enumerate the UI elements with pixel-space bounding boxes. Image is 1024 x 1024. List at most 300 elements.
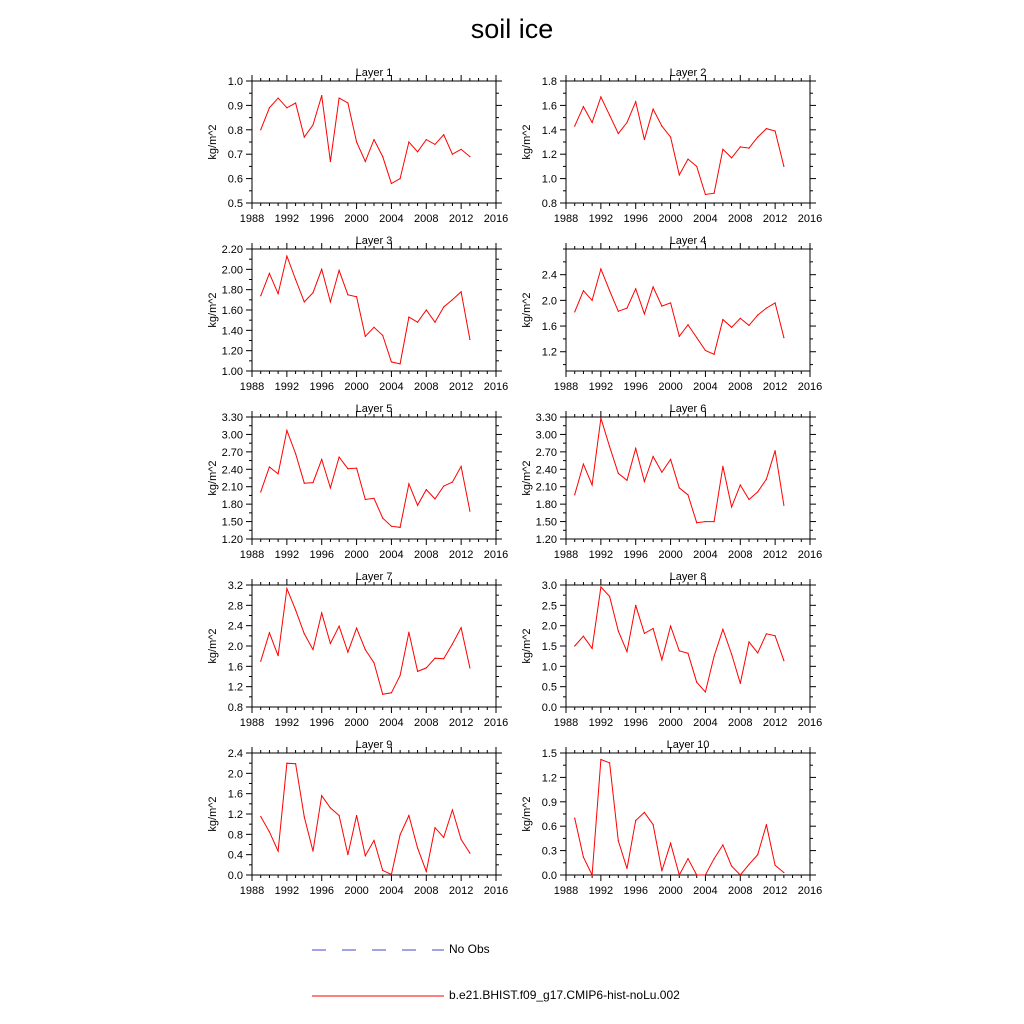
panel-7-title: Layer 7 [355,571,393,583]
panel-8-ylabel: kg/m^2 [521,628,533,664]
panel-4-data-point [722,319,723,320]
panel-3-data-point [469,339,470,340]
panel-2-data-point [653,108,654,109]
panel-4-frame [566,249,810,371]
panel-9-data-point [295,763,296,764]
panel-5-data-point [417,505,418,506]
panel-4-series-line [575,269,784,354]
panel-9-data-point [278,851,279,852]
panel-6-data-point [748,499,749,500]
panel-6-xtick-label: 1996 [623,549,648,561]
panel-4-data-point [740,318,741,319]
panel-5-xtick-label: 2016 [483,549,509,561]
panel-10-data-point [687,858,688,859]
panel-6-data-point [714,521,715,522]
panel-6-xtick-label: 2000 [658,549,683,561]
panel-1-ylabel: kg/m^2 [207,124,219,160]
panel-9-data-point [426,871,427,872]
panel-5-data-point [400,527,401,528]
panel-9-data-point [434,827,435,828]
panel-6-series-line [575,418,784,523]
panel-5-data-point [461,466,462,467]
panel-7-xtick-label: 2000 [344,717,369,729]
panel-6-data-point [618,473,619,474]
panel-8-data-point [618,630,619,631]
panel-9-data-point [339,815,340,816]
panel-2-series-line [575,97,784,195]
panel-5-data-point [330,487,331,488]
panel-9-data-point [356,815,357,816]
panel-1-data-point [408,141,409,142]
panel-9-xtick-label: 1992 [274,885,300,897]
panel-4-data-point [670,302,671,303]
panel-2-ytick-label: 1.2 [541,149,557,162]
panel-5-data-point [382,517,383,518]
panel-4-data-point [687,324,688,325]
panel-1-xtick-label: 1996 [309,213,334,225]
figure-title: soil ice [470,14,554,44]
panel-9-data-point [269,831,270,832]
panel-9-ytick-label: 1.2 [227,809,243,821]
panel-9-data-point [400,834,401,835]
panel-4-data-point [714,354,715,355]
panel-3-data-point [304,301,305,302]
panel-3-ytick-label: 1.00 [221,366,243,378]
panel-6-data-point [679,487,680,488]
panel-3-data-point [286,256,287,257]
panel-4-xtick-label: 2004 [693,381,718,393]
panel-5-data-point [339,456,340,457]
legend-obs-label: No Obs [449,942,490,956]
panel-1-ytick-label: 0.6 [227,173,243,186]
panel-9-data-point [286,763,287,764]
panel-10-data-point [722,844,723,845]
panel-5-data-point [312,482,313,483]
panel-4-xtick-label: 2016 [797,381,823,393]
panel-3-data-point [356,296,357,297]
panel-5-data-point [260,491,261,492]
panel-3-ytick-label: 1.20 [221,345,243,358]
panel-6-xtick-label: 2008 [728,549,753,561]
panel-3-data-point [269,273,270,274]
panel-4-data-point [600,268,601,269]
panel-8-title: Layer 8 [669,571,707,583]
panel-2-data-point [618,133,619,134]
panel-7-series-line [261,589,470,695]
panel-10-xtick-label: 2004 [693,885,718,897]
panel-7-data-point [373,662,374,663]
panel-8-xtick-label: 1996 [623,717,648,729]
panel-10-data-point [740,874,741,875]
panel-3-data-point [417,322,418,323]
panel-10-data-point [644,812,645,813]
panel-9-xtick-label: 1988 [239,885,265,897]
panel-7-data-point [269,632,270,633]
panel-2-ytick-label: 1.6 [541,100,557,113]
panel-4-title: Layer 4 [669,235,707,247]
panel-5-data-point [269,466,270,467]
panel-7-data-point [443,658,444,659]
panel-3-data-point [312,292,313,293]
panel-3-title: Layer 3 [355,235,393,247]
panel-1-data-point [260,129,261,130]
panel-7-data-point [408,632,409,633]
panel-2-data-point [600,96,601,97]
panel-2-data-point [661,126,662,127]
panel-7-data-point [278,655,279,656]
panel-1-ytick-label: 0.8 [227,124,243,137]
panel-4-data-point [635,288,636,289]
panel-7-data-point [365,649,366,650]
panel-2-data-point [609,115,610,116]
panel-4-xtick-label: 2012 [762,381,788,393]
panel-7-data-point [391,692,392,693]
panel-5-data-point [347,468,348,469]
panel-6-data-point [766,479,767,480]
panel-4-data-point [705,350,706,351]
legend-model-label: b.e21.BHIST.f09_g17.CMIP6-hist-noLu.002 [449,988,680,1002]
panel-3-data-point [295,279,296,280]
panel-4-ytick-label: 2.0 [541,295,557,308]
panel-8-ytick-label: 0.0 [541,702,557,714]
panel-9-ytick-label: 2.4 [227,748,243,760]
panel-6-data-point [626,480,627,481]
panel-1-data-point [312,124,313,125]
panel-3-data-point [452,299,453,300]
panel-7-data-point [469,667,470,668]
panel-10-data-point [653,824,654,825]
panel-7-data-point [426,667,427,668]
panel-2-xtick-label: 1996 [623,213,648,225]
panel-9-data-point [461,839,462,840]
panel-1-xtick-label: 1988 [239,213,265,225]
panel-6-data-point [731,506,732,507]
panel-10-data-point [609,762,610,763]
panel-8-data-point [748,641,749,642]
panel-9-xtick-label: 1996 [309,885,334,897]
panel-1-title: Layer 1 [355,67,393,79]
panel-1-ytick-label: 0.7 [227,149,243,162]
panel-10-data-point [670,843,671,844]
panel-8-ytick-label: 1.5 [541,641,557,653]
panel-9-ytick-label: 1.6 [227,788,243,801]
panel-3-data-point [339,270,340,271]
panel-1-frame [252,81,496,203]
panel-5-ytick-label: 1.80 [221,499,243,512]
panel-5-data-point [452,481,453,482]
panel-7-data-point [434,658,435,659]
panel-8-xtick-label: 2016 [797,717,823,729]
panel-10-xtick-label: 1988 [553,885,579,897]
panel-3-data-point [365,336,366,337]
panel-10-data-point [731,865,732,866]
panel-5-data-point [356,468,357,469]
panel-10-data-point [783,872,784,873]
panel-10-data-point [626,868,627,869]
panel-1-data-point [434,144,435,145]
panel-3-xtick-label: 2016 [483,381,509,393]
panel-7-data-point [382,694,383,695]
panel-10-data-point [661,870,662,871]
panel-5-ytick-label: 2.40 [221,464,243,477]
panel-7-ytick-label: 1.6 [227,661,243,674]
panel-5-data-point [365,499,366,500]
panel-6-data-point [574,494,575,495]
panel-7-ytick-label: 0.8 [227,702,243,714]
panel-6-ytick-label: 3.00 [535,429,557,442]
panel-8-data-point [783,660,784,661]
panel-3-frame [252,249,496,371]
panel-1-data-point [339,97,340,98]
panel-2-ytick-label: 1.0 [541,173,557,186]
panel-6-ytick-label: 2.40 [535,464,557,477]
panel-8-data-point [592,648,593,649]
panel-2-ytick-label: 1.8 [541,76,557,88]
panel-6-data-point [775,450,776,451]
panel-2-data-point [714,193,715,194]
panel-2-xtick-label: 2008 [728,213,753,225]
panel-2-ytick-label: 1.4 [541,124,557,137]
panel-1-data-point [269,107,270,108]
panel-7-xtick-label: 2012 [448,717,474,729]
panel-6-data-point [653,456,654,457]
panel-9-xtick-label: 2008 [414,885,439,897]
panel-2-data-point [705,194,706,195]
panel-7-data-point [339,626,340,627]
panel-5-ytick-label: 1.20 [221,534,243,546]
panel-9-data-point [417,847,418,848]
panel-5-ytick-label: 3.00 [221,429,243,442]
panel-8-ytick-label: 3.0 [541,580,557,592]
panel-6-data-point [592,484,593,485]
panel-5-xtick-label: 2008 [414,549,439,561]
panel-6-data-point [740,484,741,485]
panel-9-ylabel: kg/m^2 [207,796,219,832]
panel-3-ytick-label: 2.00 [221,264,243,277]
panel-3-data-point [260,295,261,296]
panel-6-data-point [687,494,688,495]
panel-9-ytick-label: 0.4 [227,849,243,862]
panel-5-data-point [408,483,409,484]
panel-9-data-point [365,855,366,856]
panel-5-data-point [434,498,435,499]
panel-3-ytick-label: 1.80 [221,284,243,297]
panel-6-ytick-label: 1.80 [535,499,557,512]
panel-2-xtick-label: 2004 [693,213,718,225]
panel-9-xtick-label: 2000 [344,885,369,897]
panel-2-ylabel: kg/m^2 [521,124,533,160]
panel-8-data-point [705,691,706,692]
panel-2-data-point [687,158,688,159]
panel-7-data-point [417,671,418,672]
panel-5-data-point [426,489,427,490]
panel-6-ylabel: kg/m^2 [521,460,533,496]
panel-1-data-point [347,102,348,103]
panel-1-data-point [278,97,279,98]
panel-6-data-point [583,463,584,464]
panel-1-xtick-label: 1992 [274,213,300,225]
panel-4-data-point [626,307,627,308]
panel-5-series-line [261,430,470,527]
panel-9-data-point [260,816,261,817]
panel-9-xtick-label: 2016 [483,885,509,897]
panel-5-xtick-label: 1996 [309,549,334,561]
panel-3-data-point [426,309,427,310]
panel-3-xtick-label: 1988 [239,381,265,393]
panel-8-xtick-label: 2012 [762,717,788,729]
panel-8-data-point [775,635,776,636]
panel-3-ytick-label: 1.40 [221,325,243,338]
panel-1-data-point [321,95,322,96]
panel-10-ytick-label: 0.6 [541,821,557,834]
panel-4-xtick-label: 1996 [623,381,648,393]
panel-8-data-point [635,605,636,606]
panel-2-xtick-label: 2000 [658,213,683,225]
panel-8-data-point [583,636,584,637]
panel-2-data-point [635,101,636,102]
panel-8-data-point [626,651,627,652]
panel-8-data-point [714,656,715,657]
panel-9-data-point [469,853,470,854]
panel-7-ytick-label: 2.8 [227,600,243,613]
panel-9-ytick-label: 0.0 [227,870,243,882]
panel-9-ytick-label: 2.0 [227,768,243,781]
panel-3-xtick-label: 1992 [274,381,300,393]
panel-2-data-point [748,148,749,149]
panel-3-xtick-label: 1996 [309,381,334,393]
panel-5-xtick-label: 2000 [344,549,369,561]
panel-10-ytick-label: 0.3 [541,845,557,858]
panel-1-ytick-label: 1.0 [227,76,243,88]
panel-6-data-point [757,491,758,492]
panel-10-data-point [592,874,593,875]
panel-8-data-point [687,653,688,654]
panel-2-data-point [583,106,584,107]
panel-1-data-point [469,156,470,157]
panel-7-xtick-label: 1988 [239,717,265,729]
panel-7-ytick-label: 2.4 [227,620,243,633]
panel-4-xtick-label: 1988 [553,381,579,393]
panel-1-xtick-label: 2004 [379,213,404,225]
panel-10-data-point [757,854,758,855]
panel-5-xtick-label: 1988 [239,549,265,561]
panel-10-xtick-label: 1996 [623,885,648,897]
panel-5-ytick-label: 1.50 [221,516,243,529]
panel-3-data-point [408,317,409,318]
panel-1-data-point [330,161,331,162]
panel-2-data-point [722,149,723,150]
panel-8-ytick-label: 2.5 [541,600,557,613]
panel-8-xtick-label: 1992 [588,717,614,729]
panel-2-xtick-label: 1992 [588,213,614,225]
panel-8-ytick-label: 1.0 [541,661,557,674]
panel-4-data-point [731,327,732,328]
panel-4-data-point [775,302,776,303]
panel-3-ylabel: kg/m^2 [207,292,219,328]
panel-3-xtick-label: 2000 [344,381,369,393]
panel-1-series-line [261,96,470,184]
panel-1-xtick-label: 2012 [448,213,474,225]
panel-10-data-point [766,824,767,825]
panel-8-data-point [644,633,645,634]
panel-9-data-point [321,795,322,796]
panel-1-xtick-label: 2016 [483,213,509,225]
panel-8-data-point [653,628,654,629]
panel-10-ytick-label: 0.0 [541,870,557,882]
panel-10-ytick-label: 0.9 [541,796,557,809]
panel-1-data-point [417,151,418,152]
panel-4-ytick-label: 1.6 [541,321,557,334]
panel-4-ytick-label: 1.2 [541,346,557,359]
panel-6-data-point [635,448,636,449]
panel-4-data-point [783,337,784,338]
panel-4-data-point [679,336,680,337]
panel-9-data-point [330,807,331,808]
panel-8-data-point [740,683,741,684]
panel-5-data-point [469,511,470,512]
panel-6-xtick-label: 1992 [588,549,614,561]
panel-7-data-point [312,649,313,650]
panel-4-data-point [583,290,584,291]
panel-6-ytick-label: 1.20 [535,534,557,546]
panel-6-data-point [696,522,697,523]
panel-10-ylabel: kg/m^2 [521,796,533,832]
panel-10-data-point [705,874,706,875]
panel-5-title: Layer 5 [355,403,393,415]
panel-5-data-point [278,473,279,474]
panel-6-xtick-label: 1988 [553,549,579,561]
panel-8-data-point [670,625,671,626]
panel-10-data-point [775,865,776,866]
panel-2-data-point [574,126,575,127]
panel-7-ytick-label: 3.2 [227,580,243,592]
panel-3-xtick-label: 2004 [379,381,404,393]
panel-1-data-point [304,137,305,138]
panel-8-ytick-label: 0.5 [541,681,557,694]
panel-6-data-point [783,505,784,506]
panel-2-xtick-label: 2012 [762,213,788,225]
panel-3-data-point [443,306,444,307]
panel-7-data-point [452,643,453,644]
panel-3-data-point [400,363,401,364]
panel-7-xtick-label: 1992 [274,717,300,729]
panel-10-data-point [635,820,636,821]
panel-2-frame [566,81,810,203]
panel-9-data-point [443,837,444,838]
panel-10-xtick-label: 2016 [797,885,823,897]
panel-8-data-point [731,654,732,655]
panel-9-title: Layer 9 [355,739,393,751]
panel-8-data-point [696,682,697,683]
panel-5-ytick-label: 2.10 [221,481,243,494]
panel-10-ytick-label: 1.2 [541,772,557,785]
panel-1-ytick-label: 0.9 [227,100,243,113]
panel-4-data-point [644,313,645,314]
panel-1-data-point [295,102,296,103]
panel-2-ytick-label: 0.8 [541,198,557,210]
panel-5-xtick-label: 2012 [448,549,474,561]
panel-8-frame [566,585,810,707]
panel-9-data-point [304,816,305,817]
panel-10-data-point [600,759,601,760]
panel-9-data-point [312,851,313,852]
panel-3-data-point [391,361,392,362]
panel-6-ytick-label: 1.50 [535,516,557,529]
panel-10-data-point [748,864,749,865]
panel-10-data-point [696,874,697,875]
panel-2-data-point [626,122,627,123]
panel-2-data-point [592,122,593,123]
